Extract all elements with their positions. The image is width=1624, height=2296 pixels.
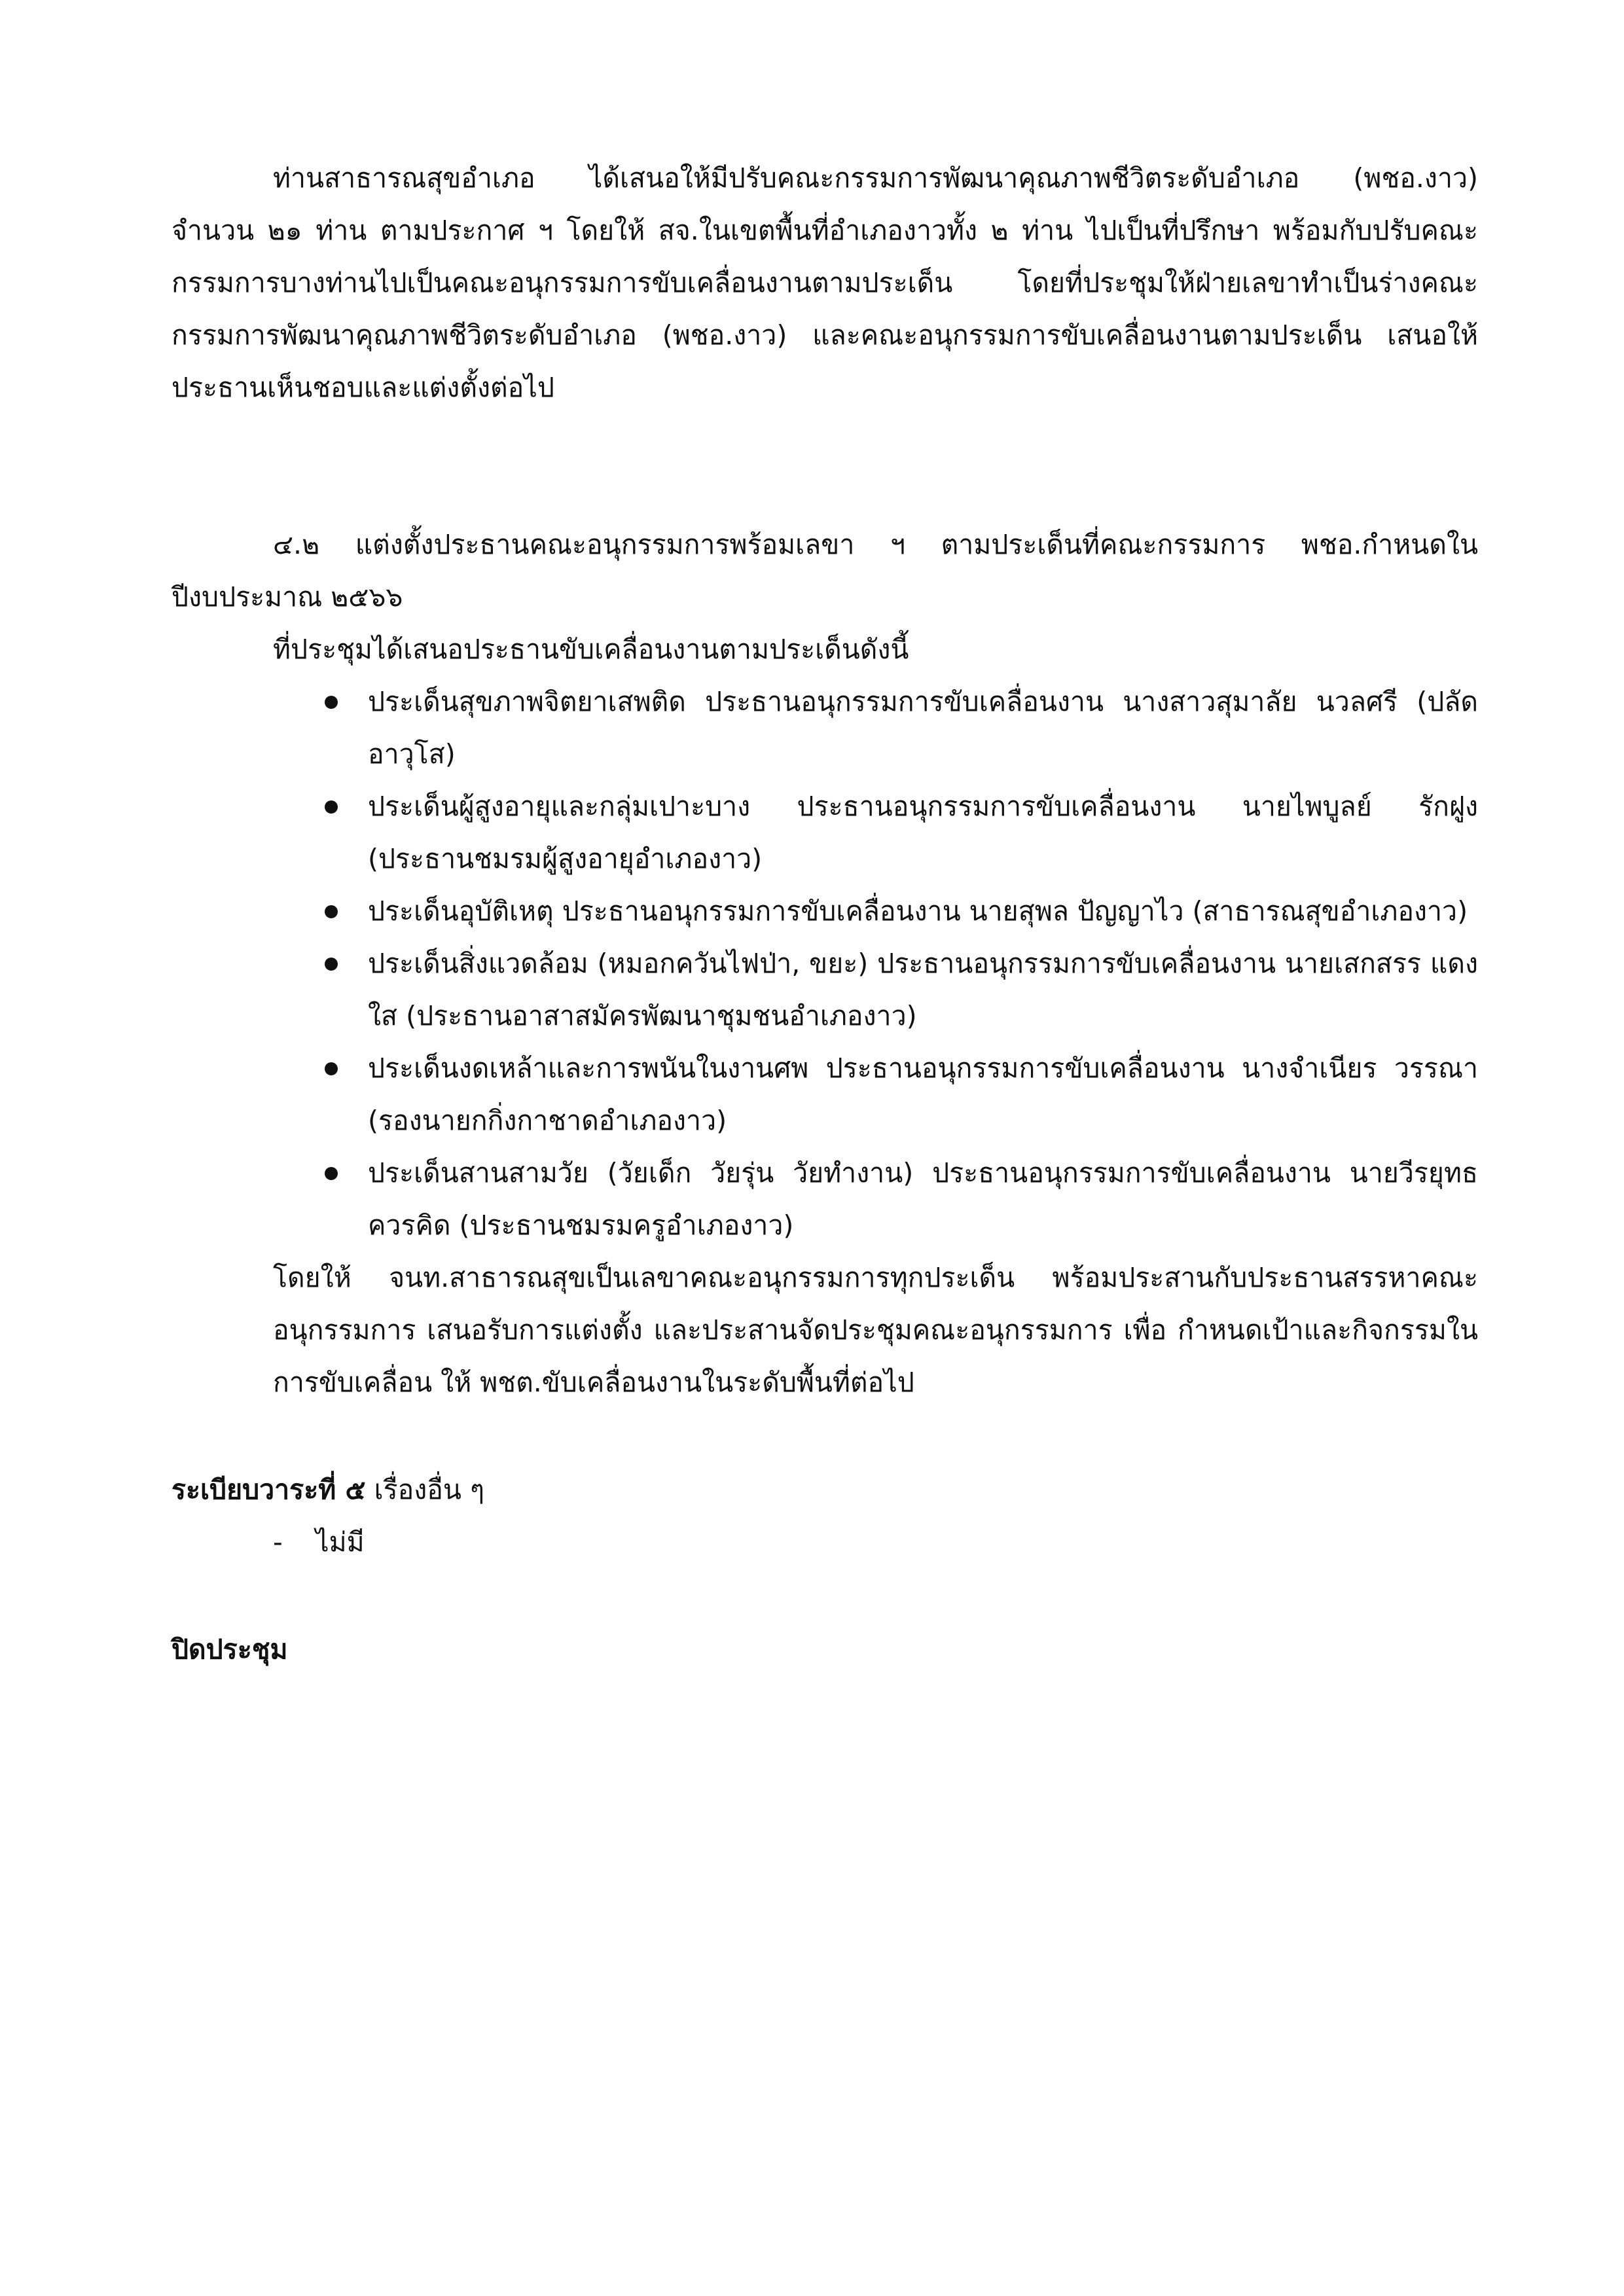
issues-list (171, 675, 1478, 1251)
bullet-icon (325, 1062, 338, 1075)
list-item (368, 937, 1478, 1042)
paragraph-committee-adjustment: ท่านสาธารณสุขอำเภอ ได้เสนอให้มีปรับคณะกรรมการพัฒนาคุณภาพชีวิตระดับอำเภอ (พชอ.งาว) จำนวน ๒๑ ท่าน ตามประกาศ ฯ โดยให้ สจ.ในเขตพื้นที่อำเภองาวทั้ง ๒ ท่าน ไปเป็นที่ปรึกษา พร้อมกับปรับคณะกรรมการบางท่านไปเป็นคณะอนุกรรมการขับเคลื่อนงานตามประเด็น โดยที่ประชุมให้ฝ่ายเลขาทำเป็นร่างคณะกรรมการพัฒนาคุณภาพชีวิตระดับอำเภอ (พชอ.งาว) และคณะอนุกรรมการขับเคลื่อนงานตามประเด็น เสนอให้ประธานเห็นชอบและแต่งตั้งต่อไป (171, 162, 1478, 403)
list-item (368, 885, 1478, 937)
agenda-5-label: ระเบียบวาระที่ ๕ (171, 1474, 366, 1505)
agenda-5-heading (171, 1463, 1478, 1516)
issue-text: ประเด็นสุขภาพจิตยาเสพติด ประธานอนุกรรมการขับเคลื่อนงาน นางสาวสุมาลัย นวลศรี (ปลัดอาวุโส) (368, 686, 1478, 770)
document-page (171, 152, 1478, 1676)
list-item (368, 1042, 1478, 1147)
close-meeting-heading: ปิดประชุม (171, 1634, 288, 1665)
issue-text: ประเด็นสิ่งแวดล้อม (หมอกควันไฟป่า, ขยะ) ประธานอนุกรรมการขับเคลื่อนงาน นายเสกสรร แดงใส (ประธานอาสาสมัครพัฒนาชุมชนอำเภองาว) (368, 948, 1478, 1031)
agenda-5-title: เรื่องอื่น ๆ (365, 1474, 484, 1505)
agenda-5-item (273, 1516, 1478, 1568)
agenda-5-item-text: ไม่มี (316, 1526, 365, 1558)
issue-text: ประเด็นงดเหล้าและการพนันในงานศพ ประธานอนุกรรมการขับเคลื่อนงาน นางจำเนียร วรรณา (รองนายกกิ่งกาชาดอำเภองาว) (368, 1052, 1478, 1136)
dash-marker: - (273, 1526, 283, 1558)
issue-text: ประเด็นผู้สูงอายุและกลุ่มเปาะบาง ประธานอนุกรรมการขับเคลื่อนงาน นายไพบูลย์ รักฝูง (ประธานชมรมผู้สูงอายุอำเภองาว) (368, 791, 1478, 874)
bullet-icon (325, 800, 338, 814)
list-item (368, 1147, 1478, 1251)
paragraph-secretary-assignment: โดยให้ จนท.สาธารณสุขเป็นเลขาคณะอนุกรรมการทุกประเด็น พร้อมประสานกับประธานสรรหาคณะอนุกรรมการ เสนอรับการแต่งตั้ง และประสานจัดประชุมคณะอนุกรรมการ เพื่อ กำหนดเป้าและกิจกรรมในการขับเคลื่อน ให้ พชต.ขับเคลื่อนงานในระดับพื้นที่ต่อไป (273, 1262, 1478, 1398)
paragraph-appoint-subcommittee: ๔.๒ แต่งตั้งประธานคณะอนุกรรมการพร้อมเลขา ฯ ตามประเด็นที่คณะกรรมการ พชอ.กำหนดในปีงบประมาณ ๒๕๖๖ (171, 529, 1478, 613)
issue-text: ประเด็นสานสามวัย (วัยเด็ก วัยรุ่น วัยทำงาน) ประธานอนุกรรมการขับเคลื่อนงาน นายวีรยุทธ ควรคิด (ประธานชมรมครูอำเภองาว) (368, 1157, 1478, 1241)
issue-text: ประเด็นอุบัติเหตุ ประธานอนุกรรมการขับเคลื่อนงาน นายสุพล ปัญญาไว (สาธารณสุขอำเภองาว) (368, 895, 1468, 927)
list-item (368, 675, 1478, 780)
bullet-icon (325, 958, 338, 971)
list-item (368, 780, 1478, 885)
paragraph-spacer (171, 414, 1478, 518)
bullet-icon (325, 1167, 338, 1180)
bullet-icon (325, 905, 338, 918)
issues-intro: ที่ประชุมได้เสนอประธานขับเคลื่อนงานตามประเด็นดังนี้ (273, 634, 909, 665)
bullet-icon (325, 696, 338, 709)
